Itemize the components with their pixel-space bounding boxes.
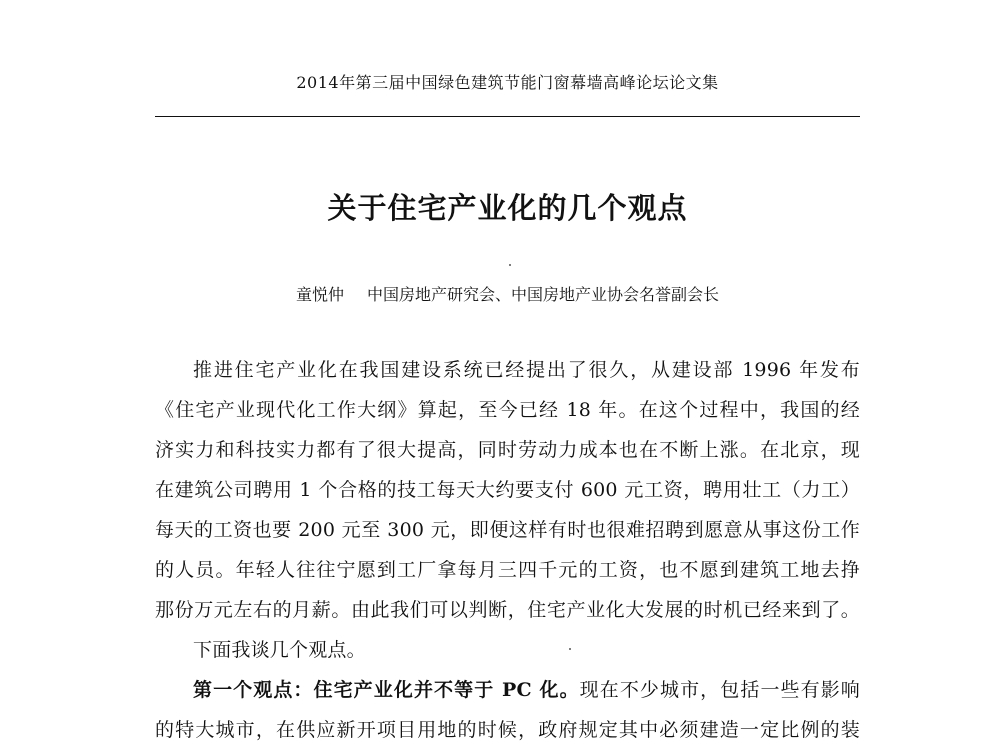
paragraph-line: 每天的工资也要 200 元至 300 元，即便这样有时也很难招聘到愿意从事这份工作 [155, 519, 860, 541]
paragraph-line [155, 676, 860, 716]
paragraph-line: 的人员。年轻人往往宁愿到工厂拿每月三四千元的工资，也不愿到建筑工地去挣 [155, 559, 860, 581]
header-rule [155, 116, 860, 117]
paper-title: 关于住宅产业化的几个观点 [327, 191, 688, 225]
running-header: 2014年第三届中国绿色建筑节能门窗幕墙高峰论坛论文集 [296, 73, 719, 92]
paragraph-line: 的特大城市，在供应新开项目用地的时候，政府规定其中必须建造一定比例的装 [155, 719, 860, 741]
byline [155, 282, 860, 305]
viewpoint-text: 现在不少城市，包括一些有影响 [579, 679, 860, 701]
scan-speck [569, 648, 571, 650]
paragraph-line: 那份万元左右的月薪。由此我们可以判断，住宅产业化大发展的时机已经来到了。 [155, 599, 860, 621]
author-affiliation: 中国房地产研究会、中国房地产业协会名誉副会长 [367, 285, 720, 304]
viewpoint-heading: 第一个观点：住宅产业化并不等于 PC 化。 [193, 679, 580, 701]
paragraph-line: 下面我谈几个观点。 [193, 639, 366, 661]
author-name: 童悦仲 [295, 285, 344, 304]
body-text [155, 356, 860, 756]
paragraph-line: 济实力和科技实力都有了很大提高，同时劳动力成本也在不断上涨。在北京，现 [155, 439, 860, 461]
paragraph-line: 《住宅产业现代化工作大纲》算起，至今已经 18 年。在这个过程中，我国的经 [155, 399, 860, 421]
scan-speck [509, 264, 511, 266]
paragraph-line: 在建筑公司聘用 1 个合格的技工每天大约要支付 600 元工资，聘用壮工（力工） [155, 479, 860, 501]
paragraph-line: 推进住宅产业化在我国建设系统已经提出了很久，从建设部 1996 年发布 [193, 359, 860, 381]
